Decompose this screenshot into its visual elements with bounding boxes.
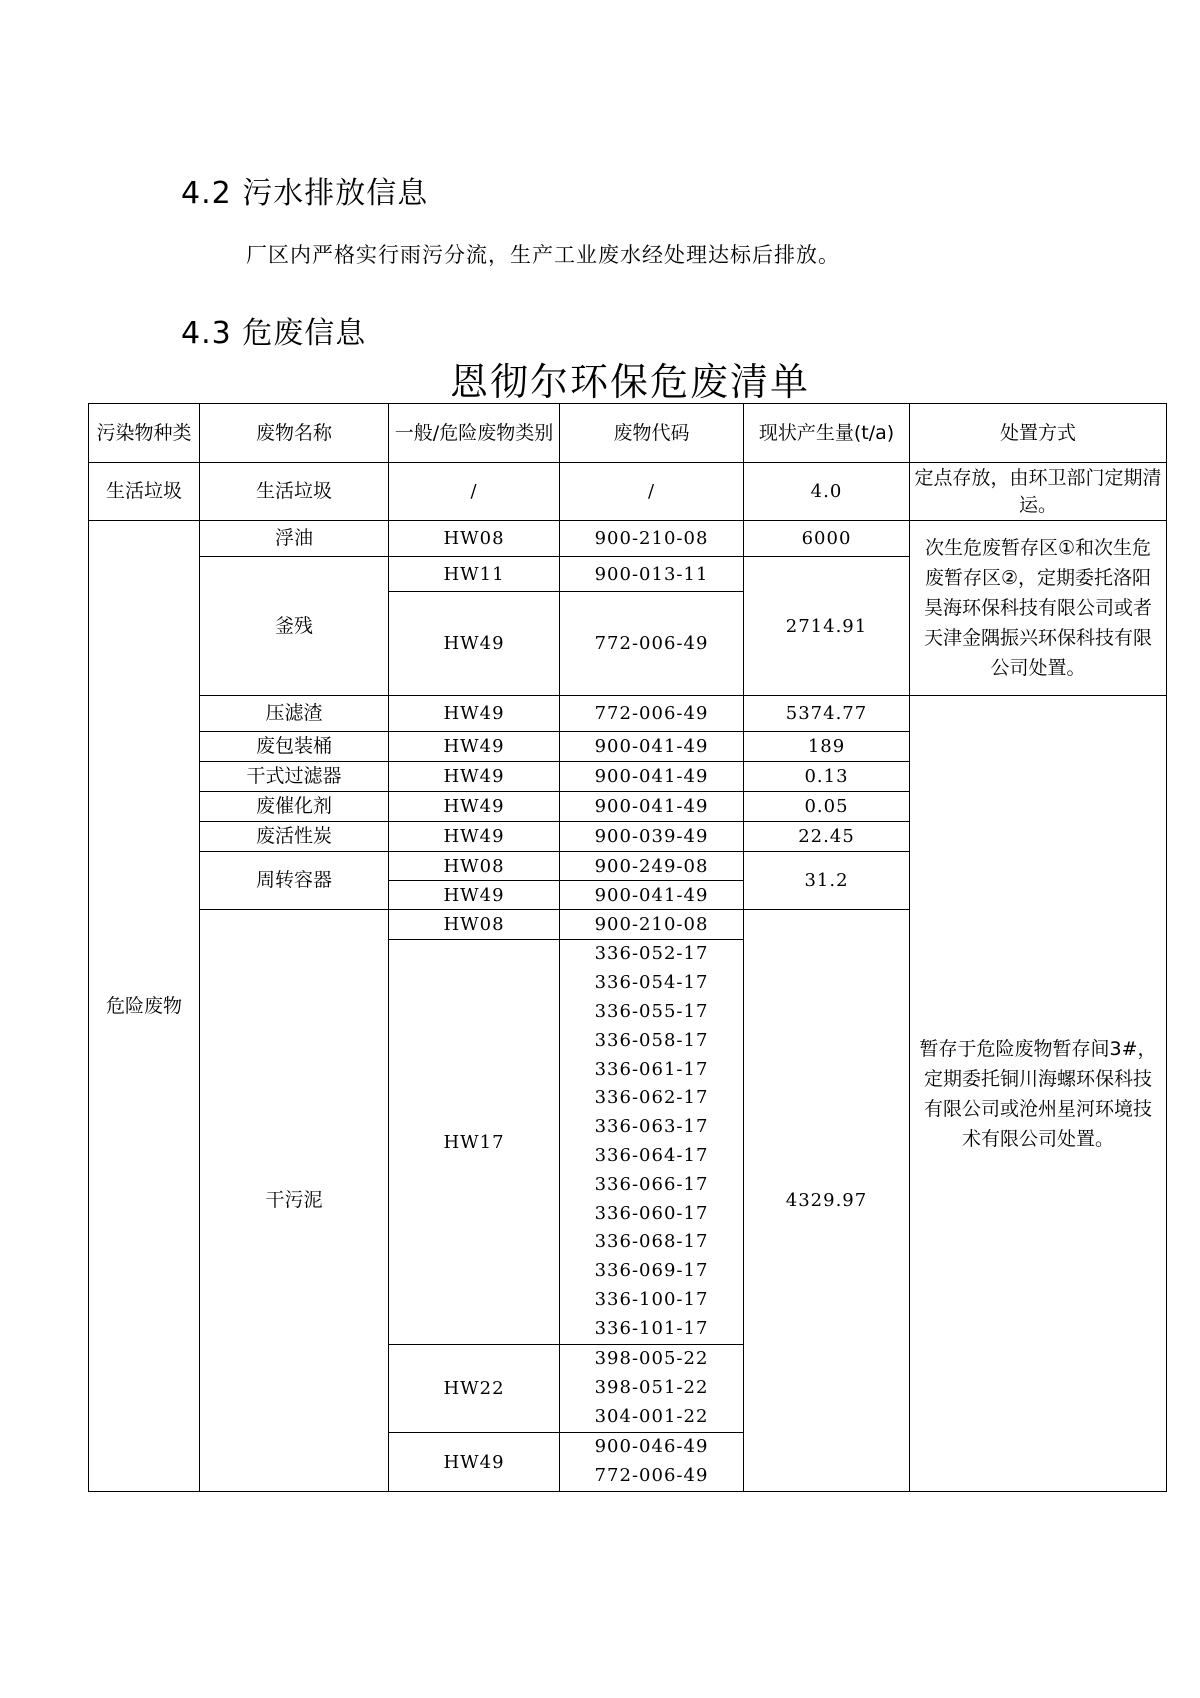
cell-amount: 31.2	[744, 852, 910, 910]
cell-name: 干式过滤器	[200, 762, 389, 792]
cell-code: 772-006-49	[560, 592, 744, 696]
cell-category: HW22	[389, 1345, 560, 1433]
header-waste-name: 废物名称	[200, 404, 389, 463]
cell-code: 900-041-49	[560, 881, 744, 910]
cell-name: 周转容器	[200, 852, 389, 910]
cell-category: HW08	[389, 852, 560, 881]
cell-category: HW49	[389, 732, 560, 762]
cell-category: HW11	[389, 557, 560, 592]
cell-category: HW49	[389, 1433, 560, 1492]
code-item: 336-064-17	[594, 1145, 709, 1166]
cell-code: 900-013-11	[560, 557, 744, 592]
cell-amount: 0.05	[744, 792, 910, 822]
cell-category: HW49	[389, 762, 560, 792]
cell-amount: 4.0	[744, 463, 910, 521]
cell-amount: 4329.97	[744, 910, 910, 1492]
cell-amount: 0.13	[744, 762, 910, 792]
cell-category: HW49	[389, 822, 560, 852]
cell-disposal-1: 次生危废暂存区①和次生危废暂存区②，定期委托洛阳昊海环保科技有限公司或者天津金隅振兴环保科技有限公司处置。	[910, 521, 1167, 696]
code-item: 336-060-17	[594, 1202, 709, 1224]
section-heading-4-2: 4.2 污水排放信息	[181, 176, 429, 211]
cell-code: 772-006-49	[560, 696, 744, 732]
cell-category: HW49	[389, 881, 560, 910]
code-item: 398-005-22	[594, 1348, 709, 1370]
code-item: 772-006-49	[594, 1465, 709, 1486]
code-item: 336-055-17	[594, 1001, 709, 1023]
cell-name: 浮油	[200, 521, 389, 557]
table-title: 恩彻尔环保危废清单	[449, 360, 810, 404]
cell-name: 废活性炭	[200, 822, 389, 852]
table-row	[89, 463, 1167, 521]
cell-name: 压滤渣	[200, 696, 389, 732]
code-item: 336-100-17	[594, 1288, 709, 1310]
code-item: 304-001-22	[594, 1405, 709, 1427]
cell-category: HW49	[389, 696, 560, 732]
code-item: 900-046-49	[594, 1436, 709, 1458]
table-row	[89, 521, 1167, 557]
cell-disposal-2: 暂存于危险废物暂存间3#，定期委托铜川海螺环保科技有限公司或沧州星河环境技术有限公司处置。	[910, 696, 1167, 1492]
code-item: 336-061-17	[594, 1058, 709, 1080]
cell-code: /	[560, 463, 744, 521]
cell-category: HW49	[389, 792, 560, 822]
cell-code: 900-041-49	[560, 792, 744, 822]
cell-amount: 189	[744, 732, 910, 762]
cell-code: 900-210-08	[560, 910, 744, 940]
cell-category: HW49	[389, 592, 560, 696]
cell-code: 900-210-08	[560, 521, 744, 557]
code-item: 398-051-22	[594, 1377, 709, 1399]
cell-amount: 6000	[744, 521, 910, 557]
hazardous-waste-table	[88, 403, 1167, 1492]
table-row	[89, 696, 1167, 732]
cell-category: HW08	[389, 910, 560, 940]
code-item: 336-101-17	[594, 1317, 709, 1339]
code-item: 336-062-17	[594, 1087, 709, 1109]
cell-name: 废包装桶	[200, 732, 389, 762]
code-item: 336-052-17	[594, 943, 709, 965]
cell-amount: 2714.91	[744, 557, 910, 696]
cell-name: 釜残	[200, 557, 389, 696]
cell-category: HW08	[389, 521, 560, 557]
code-item: 336-069-17	[594, 1260, 709, 1282]
header-disposal: 处置方式	[910, 404, 1167, 463]
wastewater-paragraph: 厂区内严格实行雨污分流，生产工业废水经处理达标后排放。	[246, 243, 840, 267]
cell-code-list	[560, 1433, 744, 1492]
cell-name: 废催化剂	[200, 792, 389, 822]
cell-type: 生活垃圾	[89, 463, 200, 521]
code-item: 336-063-17	[594, 1116, 709, 1138]
cell-code: 900-249-08	[560, 852, 744, 881]
header-amount: 现状产生量(t/a)	[744, 404, 910, 463]
cell-amount: 5374.77	[744, 696, 910, 732]
header-pollutant-type: 污染物种类	[89, 404, 200, 463]
cell-code: 900-041-49	[560, 732, 744, 762]
cell-code-list	[560, 1345, 744, 1433]
header-category: 一般/危险废物类别	[389, 404, 560, 463]
table-header-row	[89, 404, 1167, 463]
section-heading-4-3: 4.3 危废信息	[181, 316, 367, 351]
cell-name: 干污泥	[200, 910, 389, 1492]
cell-code: 900-039-49	[560, 822, 744, 852]
cell-disposal: 定点存放，由环卫部门定期清运。	[910, 463, 1167, 521]
cell-category: HW17	[389, 940, 560, 1345]
cell-category: /	[389, 463, 560, 521]
cell-code-list	[560, 940, 744, 1345]
cell-name: 生活垃圾	[200, 463, 389, 521]
header-waste-code: 废物代码	[560, 404, 744, 463]
cell-code: 900-041-49	[560, 762, 744, 792]
code-item: 336-058-17	[594, 1029, 709, 1051]
code-item: 336-054-17	[594, 972, 709, 994]
code-item: 336-068-17	[594, 1231, 709, 1253]
cell-hazard-type: 危险废物	[89, 521, 200, 1492]
code-item: 336-066-17	[594, 1173, 709, 1195]
cell-amount: 22.45	[744, 822, 910, 852]
